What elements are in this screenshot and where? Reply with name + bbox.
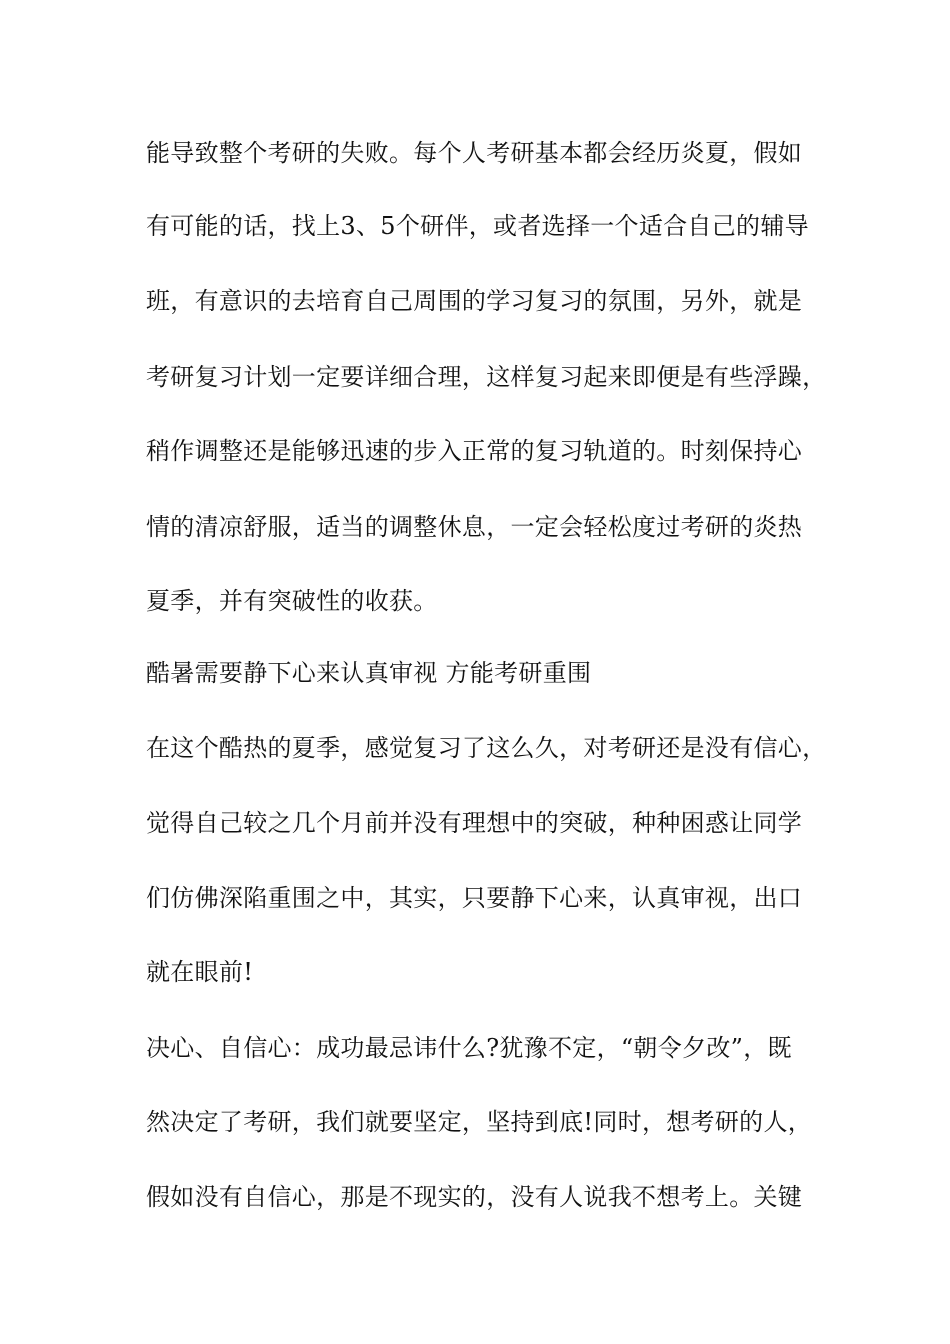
- text-line: 假如没有自信心，那是不现实的，没有人说我不想考上。关键: [146, 1183, 803, 1211]
- text-line: 决心、自信心：成功最忌讳什么?犹豫不定，“朝令夕改”，既: [146, 1034, 792, 1062]
- text-line: 班，有意识的去培育自己周围的学习复习的氛围，另外，就是: [146, 287, 803, 315]
- text-line: 然决定了考研，我们就要坚定，坚持到底!同时，想考研的人，: [146, 1108, 813, 1136]
- section-heading: 酷暑需要静下心来认真审视 方能考研重围: [146, 659, 592, 687]
- text-line: 觉得自己较之几个月前并没有理想中的突破，种种困惑让同学: [146, 809, 803, 837]
- text-line: 夏季，并有突破性的收获。: [146, 587, 438, 615]
- text-line: 们仿佛深陷重围之中，其实，只要静下心来，认真审视，出口: [146, 884, 803, 912]
- text-line: 有可能的话，找上3、5个研伴，或者选择一个适合自己的辅导: [146, 212, 809, 240]
- text-line: 考研复习计划一定要详细合理，这样复习起来即便是有些浮躁，: [146, 363, 827, 391]
- text-line: 就在眼前!: [146, 958, 254, 986]
- text-line: 能导致整个考研的失败。每个人考研基本都会经历炎夏，假如: [146, 139, 803, 167]
- text-line: 在这个酷热的夏季，感觉复习了这么久，对考研还是没有信心，: [146, 734, 827, 762]
- text-line: 稍作调整还是能够迅速的步入正常的复习轨道的。时刻保持心: [146, 437, 803, 465]
- text-line: 情的清凉舒服，适当的调整休息，一定会轻松度过考研的炎热: [146, 513, 803, 541]
